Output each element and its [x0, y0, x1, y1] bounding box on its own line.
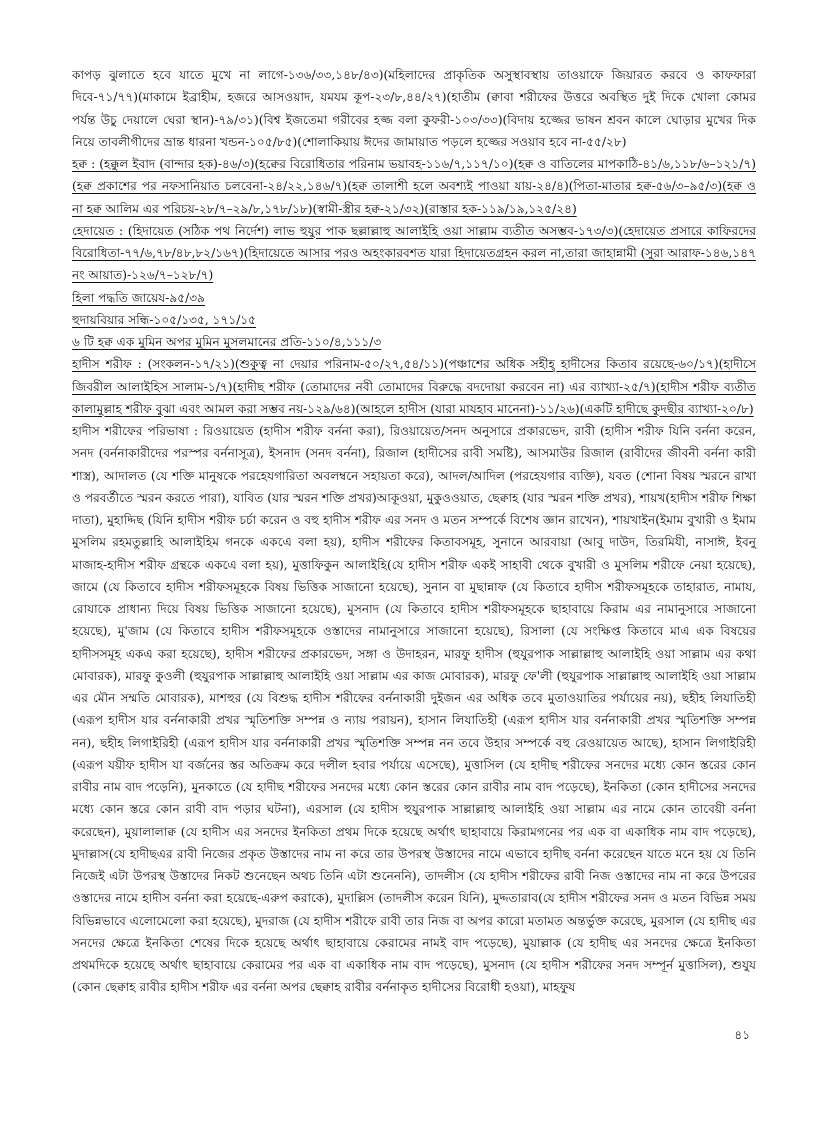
page-number: ৪১ [734, 1028, 750, 1042]
paragraph-hila: হিলা পদ্ধতি জায়েয-৯৫/৩৯ [72, 290, 205, 305]
document-body [72, 64, 756, 999]
paragraph-hadith-terminology: হাদীস শরীফের পরিভাষা : রিওয়ায়েত (হাদীস শরীফ বর্ননা করা), রিওয়ায়েত/সনদ অনুসারে প্রকারভেদ, রাবী (হাদীস শরীফ যিনি বর্ননা করেন, সনদ (বর্ননাকারীদের পরস্পর বর্ননাসূত্র), ইসনাদ (সনদ বর্ননা), রিজাল (হাদীসের রাবী সমষ্টি), আসমাউর রিজাল (রাবীদের জীবনী বর্ননা কারী শাস্ত্র), আদালত (যে শক্তি মানুষকে পরহেযগারিতা অবলম্বনে সহায়তা করে), আদল/আদিল (পরহেযগার ব্যক্তি), যবত (শোনা বিষয় স্মরনে রাখা ও পরবর্তীতে স্মরন করতে পারা), যাবিত (যার স্মরন শক্তি প্রখর)আকূওয়া, মুকুওওয়াত, ছেক্বাহ (যার স্মরন শক্তি প্রখর), শায়খ(হাদীস শরীফ শিক্ষা দাতা), মুহাদ্দিছ (যিনি হাদীস শরীফ চর্চা করেন ও বহু হাদীস শরীফ এর সনদ ও মতন সম্পর্কে বিশেষ জ্ঞান রাখেন), শায়খাইন(ইমাম বুখারী ও ইমাম মুসলিম রহমতুল্লাহি আলাইহিম গনকে একএে বলা হয়), হাদীস শরীফের কিতাবসমূহ, সুনানে আরবায়া (আবু দাউদ, তিরমিযী, নাসাঈ, ইবনু মাজাহ-হাদীস শরীফ গ্রন্থকে একএে বলা হয়), মুত্তাফিকুন আলাইহি(যে হাদীস শরীফ একই সাহাবী থেকে বুখারী ও মুসলিম শরীফে নেয়া হয়েছে), জামে (যে কিতাবে হাদীস শরীফসমূহকে বিষয় ভিত্তিক সাজানো হয়েছে), সুনান বা মুছান্নাফ (যে কিতাবে হাদীস শরীফসমূহকে তাহারাত, নামায, রোযাকে প্রাধান্য দিয়ে বিষয় ভিত্তিক সাজানো হয়েছে), মুসনাদ (যে কিতাবে হাদীস শরীফসমূহকে ছাহাবায়ে কিরাম এর নামানুসারে সাজানো হয়েছে), মু'জাম (যে কিতাবে হাদীস শরীফসমূহকে ওস্তাদের নামানুসারে সাজানো হয়েছে), রিসালা (যে সংক্ষিপ্ত কিতাবে মাএ এক বিষয়ের হাদীসসমূহ একএ করা হয়েছে), হাদীস শরীফের প্রকারভেদ, সঙ্গা ও উদাহরন, মারফু হাদীস (হুযুরপাক সাল্লাল্লাহু আলাইহি ওয়া সাল্লাম এর কথা মোবারক), মারফু কুওলী (হুযুরপাক সাল্লাল্লাহু আলাইহি ওয়া সাল্লাম এর কাজ মোবারক), মারফু ফে'লী (হুযুরপাক সাল্লাল্লাহু আলাইহি ওয়া সাল্লাম এর মৌন সম্মতি মোবারক), মাশহুর (যে বিশুদ্ধ হাদীস শরীফের বর্ননাকারী দুইজন এর অধিক তবে মুতাওয়াতির পর্যায়ের নয়), ছহীহ লিযাতিহী (এরূপ হাদীস যার বর্ননাকারী প্রখর স্মৃতিশক্তি সম্পন্ন ও ন্যায় পরায়ন), হাসান লিযাতিহী (এরূপ হাদীস যার বর্ননাকারী প্রখর স্মৃতিশক্তি সম্পন্ন নন), ছহীহ লিগাইরিহী (এরূপ হাদীস যার বর্ননাকারী প্রখর স্মৃতিশক্তি সম্পন্ন নন তবে উহার সম্পর্কে বহু রেওয়ায়েত আছে), হাসান লিগাইরিহী (এরূপ যয়ীফ হাদীস যা বর্জনের স্তর অতিক্রম করে দলীল হবার পর্যায়ে এসেছে), মুত্তাসিল (যে হাদীছ শরীফের সনদের মধ্যে কোন স্তরের কোন রাবীর নাম বাদ পড়েনি), মুনকাতে (যে হাদীছ শরীফের সনদের মধ্যে কোন স্তরের কোন রাবীর নাম বাদ পড়েছে), ইনকিতা (কোন হাদীসের সনদের মধ্যে কোন স্তরে কোন রাবী বাদ পড়ার ঘটনা), এরসাল (যে হাদীস হুযুরপাক সাল্লাল্লাহু আলাইহি ওয়া সাল্লাম এর নামে কোন তাবেয়ী বর্ননা করেছেন), মুয়ালালাক্ব (যে হাদীস এর সনদের ইনকিতা প্রথম দিকে হয়েছে অর্থাৎ ছাহাবায়ে কিরামগনের পর এক বা একাধিক নাম বাদ পড়েছে), মুদাল্লাস(যে হাদীছএর রাবী নিজের প্রকৃত উস্তাদের নাম না করে তার উপরস্থ উস্তাদের নামে এভাবে হাদীছ বর্ননা করেছেন যাতে মনে হয় যে তিনি নিজেই এটা উপরস্থ উস্তাদের নিকট শুনেছেন অথচ তিনি এটা শুনেননি), তাদলীস (যে হাদীস শরীফের রাবী নিজ ওস্তাদের নাম না করে উপরের ওস্তাদের নামে হাদীস বর্ননা করা হয়েছে-এরুপ করাকে), মুদাল্লিস (তাদলীস করেন যিনি), মুদ্দতারাব(যে হাদীস শরীফের সনদ ও মতন বিভিন্ন সময় বিভিন্নভাবে এলোমেলো করা হয়েছে), মুদরাজ (যে হাদীস শরীফে রাবী তার নিজ বা অপর কারো মতামত অন্তর্ভুক্ত করেছে, মুরসাল (যে হাদীছ এর সনদের ক্ষেত্রে ইনকিতা শেষের দিকে হয়েছে অর্থাৎ ছাহাবায়ে কেরামের নামই বাদ পড়েছে), মুয়াল্লাক (যে হাদীছ এর সনদের ক্ষেত্রে ইনকিতা প্রথমদিকে হয়েছে অর্থাৎ ছাহাবায়ে কেরামের পর এক বা একাধিক নাম বাদ পড়েছে), মুসনাদ (যে হাদীস শরীফের সনদ সম্পূর্ন মুত্তাসিল), শুযুয (কোন ছেক্বাহ রাবীর হাদীস শরীফ এর বর্ননা অপর ছেক্বাহ রাবীর বর্ননাকৃত হাদীসের বিরোধী হওয়া), মাহফুয [72, 424, 756, 995]
paragraph-hajj-continued: কাপড় ঝুলাতে হবে যাতে মুখে না লাগে-১৩৬/৩৩,১৪৮/৪৩)(মহিলাদের প্রাকৃতিক অসুস্থাবস্থায় তাওয়াফে জিয়ারত করবে ও কাফফারা দিবে-৭১/৭৭)(মাকামে ইব্রাহীম, হজরে আসওয়াদ, যমযম কূপ-২৩/৮,৪৪/২৭)(হাতীম (ক্বাবা শরীফের উত্তরে অবস্থিত দুই দিকে খোলা কোমর পর্যন্ত উচু দেয়ালে ঘেরা স্থান)-৭৯/৩১)(বিশ্ব ইজতেমা গরীবের হজ্জ বলা কুফরী-১০৩/৩৩)(বিদায় হজ্জের ভাষন শ্রবন কালে ঘোড়ার মুখের দিক নিয়ে তাবলীগীদের ভ্রান্ত ধারনা খন্ডন-১০৫/৮৫)(শোলাকিয়ায় ঈদের জামায়াত পড়লে হজ্জের সওয়াব হবে না-৫৫/২৮) [72, 68, 756, 149]
paragraph-six-rights: ৬ টি হক্ব এক মুমিন অপর মুমিন মুসলমানের প্রতি-১১০/৪,১১১/৩ [72, 335, 382, 349]
paragraph-hidayat: হেদায়েত : (হিদায়েত (সঠিক পথ নির্দেশ) লাভ হুযুর পাক ছল্লাল্লাহু আলাইহি ওয়া সাল্লাম ব্যতীত অসম্ভব-১৭৩/৩)(হেদায়েত প্রসারে কাফিরদের বিরোধিতা-৭৭/৬,৭৮/৪৮,৮২/১৬৭)(হিদায়েতে আসার পরও অহংকারবশত যারা হিদায়েতগ্রহন করল না,তারা জাহান্নামী (সুরা আরাফ-১৪৬,১৪৭ নং আয়াত)-১২৬/৭–১২৮/৭) [72, 223, 756, 283]
paragraph-haqq: হক্ব : (হক্কুল ইবাদ (বান্দার হক)-৪৬/৩)(হক্বের বিরোধিতার পরিনাম ভয়াবহ-১১৬/৭,১১৭/১০)(হক্ব ও বাতিলের মাপকাঠি-৪১/৬,১১৮/৬–১২১/৭)(হক্ব প্রকাশের পর নফসানিয়াত চলবেনা-২৪/২২,১৪৬/৭)(হক্ব তালাশী হলে অবশ্যই পাওয়া যায়-২৪/৪)(পিতা-মাতার হক্ব-৫৬/৩–৯৫/৩)(হক্ব ও না হক্ব আলিম এর পরিচয়-২৮/৭–২৯/৮,১৭৮/১৮)(স্বামী-স্ত্রীর হক্ব-২১/৩২)(রাস্তার হক-১১৯/১৯,১২৫/২৪) [72, 157, 756, 216]
paragraph-hudaybiyyah: হুদায়বিয়ার সন্ধি-১০৫/১৩৫, ১৭১/১৫ [72, 312, 257, 327]
paragraph-hadith-sharif: হাদীস শরীফ : (সংকলন-১৭/২১)(শুকুত্ব না দেয়ার পরিনাম-৫০/২৭,৫৪/১১)(পঞ্চাশের অধিক সহীহ্ হাদীসের কিতাব রয়েছে-৬০/১৭)(হাদীসে জিবরীল আলাইহিস সালাম-১/৭)(হাদীছ শরীফ (তোমাদের নবী তোমাদের বিরুদ্ধে বদদোয়া করবেন না) এর ব্যাখ্যা-২৫/৭)(হাদীস শরীফ ব্যতীত কালামুল্লাহ শরীফ বুঝা এবং আমল করা সম্ভব নয়-১২৯/৬৪)(আহলে হাদীস (যারা মাযহাব মানেনা)-১১/২৬)(একটি হাদীছে কুদছীর ব্যাখ্যা-২০/৮) [72, 357, 756, 416]
